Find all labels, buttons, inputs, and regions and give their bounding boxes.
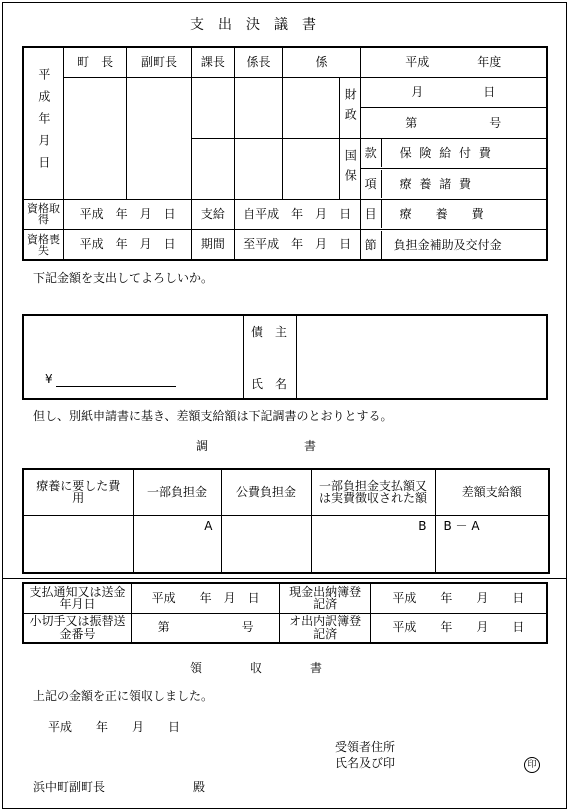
name-label: 氏 名 xyxy=(251,377,288,391)
calc-header-copay: 一部負担金 xyxy=(133,469,221,515)
calc-title: 調 書 xyxy=(196,439,317,453)
stamp-subsection-chief[interactable] xyxy=(234,77,283,138)
receipt-date: 平成 年 月 日 xyxy=(48,720,181,734)
yen-sign: ¥ xyxy=(45,372,53,386)
seal-mark: 印 xyxy=(524,757,540,773)
header-deputy: 副町長 xyxy=(127,47,192,77)
stamp-subsection-chief-2[interactable] xyxy=(234,138,283,199)
transfer-table xyxy=(22,582,548,644)
header-staff: 係 xyxy=(283,47,360,77)
stamp-deputy[interactable] xyxy=(127,77,192,199)
section-separator xyxy=(3,578,566,579)
header-subsection-chief: 係長 xyxy=(234,47,283,77)
era-date-cell: 平成年月日 xyxy=(23,47,64,199)
calc-header-difference: 差額支給額 xyxy=(435,469,549,515)
header-mayor: 町 長 xyxy=(64,47,127,77)
calc-header-paid: 一部負担金支払額又は実費徴収された額 xyxy=(311,469,435,515)
lost-label: 資格喪失 xyxy=(23,230,64,260)
amount-underline[interactable] xyxy=(56,386,176,387)
stamp-staff[interactable] xyxy=(283,77,340,138)
payee-divider-1 xyxy=(243,315,244,399)
creditor-label: 債 主 xyxy=(251,325,288,339)
calc-difference-cell[interactable]: B － A xyxy=(435,515,549,573)
payment-from-date: 自平成 年 月 日 xyxy=(234,199,360,229)
recipient-name-label: 氏名及び印 xyxy=(335,756,396,770)
receipt-text: 上記の金額を正に領収しました。 xyxy=(33,689,214,703)
check-number-value[interactable]: 第 号 xyxy=(131,613,280,643)
calc-cost-cell[interactable] xyxy=(23,515,133,573)
calc-copay-cell[interactable]: A xyxy=(133,515,221,573)
stamp-section-chief[interactable] xyxy=(192,77,235,138)
finance-label: 財政 xyxy=(340,77,360,138)
stamp-mayor[interactable] xyxy=(64,77,127,199)
calc-paid-cell[interactable]: B xyxy=(311,515,435,573)
cashbook-date[interactable]: 平成 年 月 日 xyxy=(370,583,547,613)
payment-label: 支給 xyxy=(192,199,235,229)
calc-public-cell[interactable] xyxy=(221,515,311,573)
calc-header-public: 公費負担金 xyxy=(221,469,311,515)
setsu-cell: 節 負担金補助及交付金 xyxy=(360,230,547,260)
cashbook-label: 現金出納簿登記済 xyxy=(280,583,370,613)
payee-divider-2 xyxy=(296,315,297,399)
detail-book-label: オ出内訳簿登記済 xyxy=(280,613,370,643)
receipt-title: 領 収 書 xyxy=(190,661,323,675)
transfer-date-value[interactable]: 平成 年 月 日 xyxy=(131,583,280,613)
header-section-chief: 課長 xyxy=(192,47,235,77)
acquired-date: 平成 年 月 日 xyxy=(64,199,192,229)
page-title: 支 出 決 議 書 xyxy=(190,17,316,33)
note-text: 但し、別紙申請書に基き、差額支給額は下記調書のとおりとする。 xyxy=(33,409,393,423)
kou-cell: 項 療 養 諸 費 xyxy=(360,169,547,199)
acquired-label: 資格取得 xyxy=(23,199,64,229)
kan-cell: 款 保 険 給 付 費 xyxy=(360,138,547,168)
approval-table xyxy=(22,46,548,261)
lost-date: 平成 年 月 日 xyxy=(64,230,192,260)
transfer-date-label: 支払通知又は送金年月日 xyxy=(23,583,131,613)
question-text: 下記金額を支出してよろしいか。 xyxy=(33,271,214,285)
recipient-address-label: 受領者住所 xyxy=(335,740,396,754)
payment-to-date: 至平成 年 月 日 xyxy=(234,230,360,260)
stamp-staff-2[interactable] xyxy=(283,138,340,199)
honorific: 殿 xyxy=(193,780,206,794)
addressee: 浜中町副町長 xyxy=(33,780,106,794)
moku-cell: 目 療 養 費 xyxy=(360,199,547,229)
period-label: 期間 xyxy=(192,230,235,260)
detail-book-date[interactable]: 平成 年 月 日 xyxy=(370,613,547,643)
stamp-section-chief-2[interactable] xyxy=(192,138,235,199)
calc-header-cost: 療養に要した費 用 xyxy=(23,469,133,515)
finance-date: 月 日 xyxy=(360,77,547,107)
finance-number: 第 号 xyxy=(360,108,547,138)
fiscal-year: 平成 年度 xyxy=(360,47,547,77)
calc-table xyxy=(22,468,550,574)
check-number-label: 小切手又は振替送金番号 xyxy=(23,613,131,643)
national-insurance-label: 国保 xyxy=(340,138,360,199)
